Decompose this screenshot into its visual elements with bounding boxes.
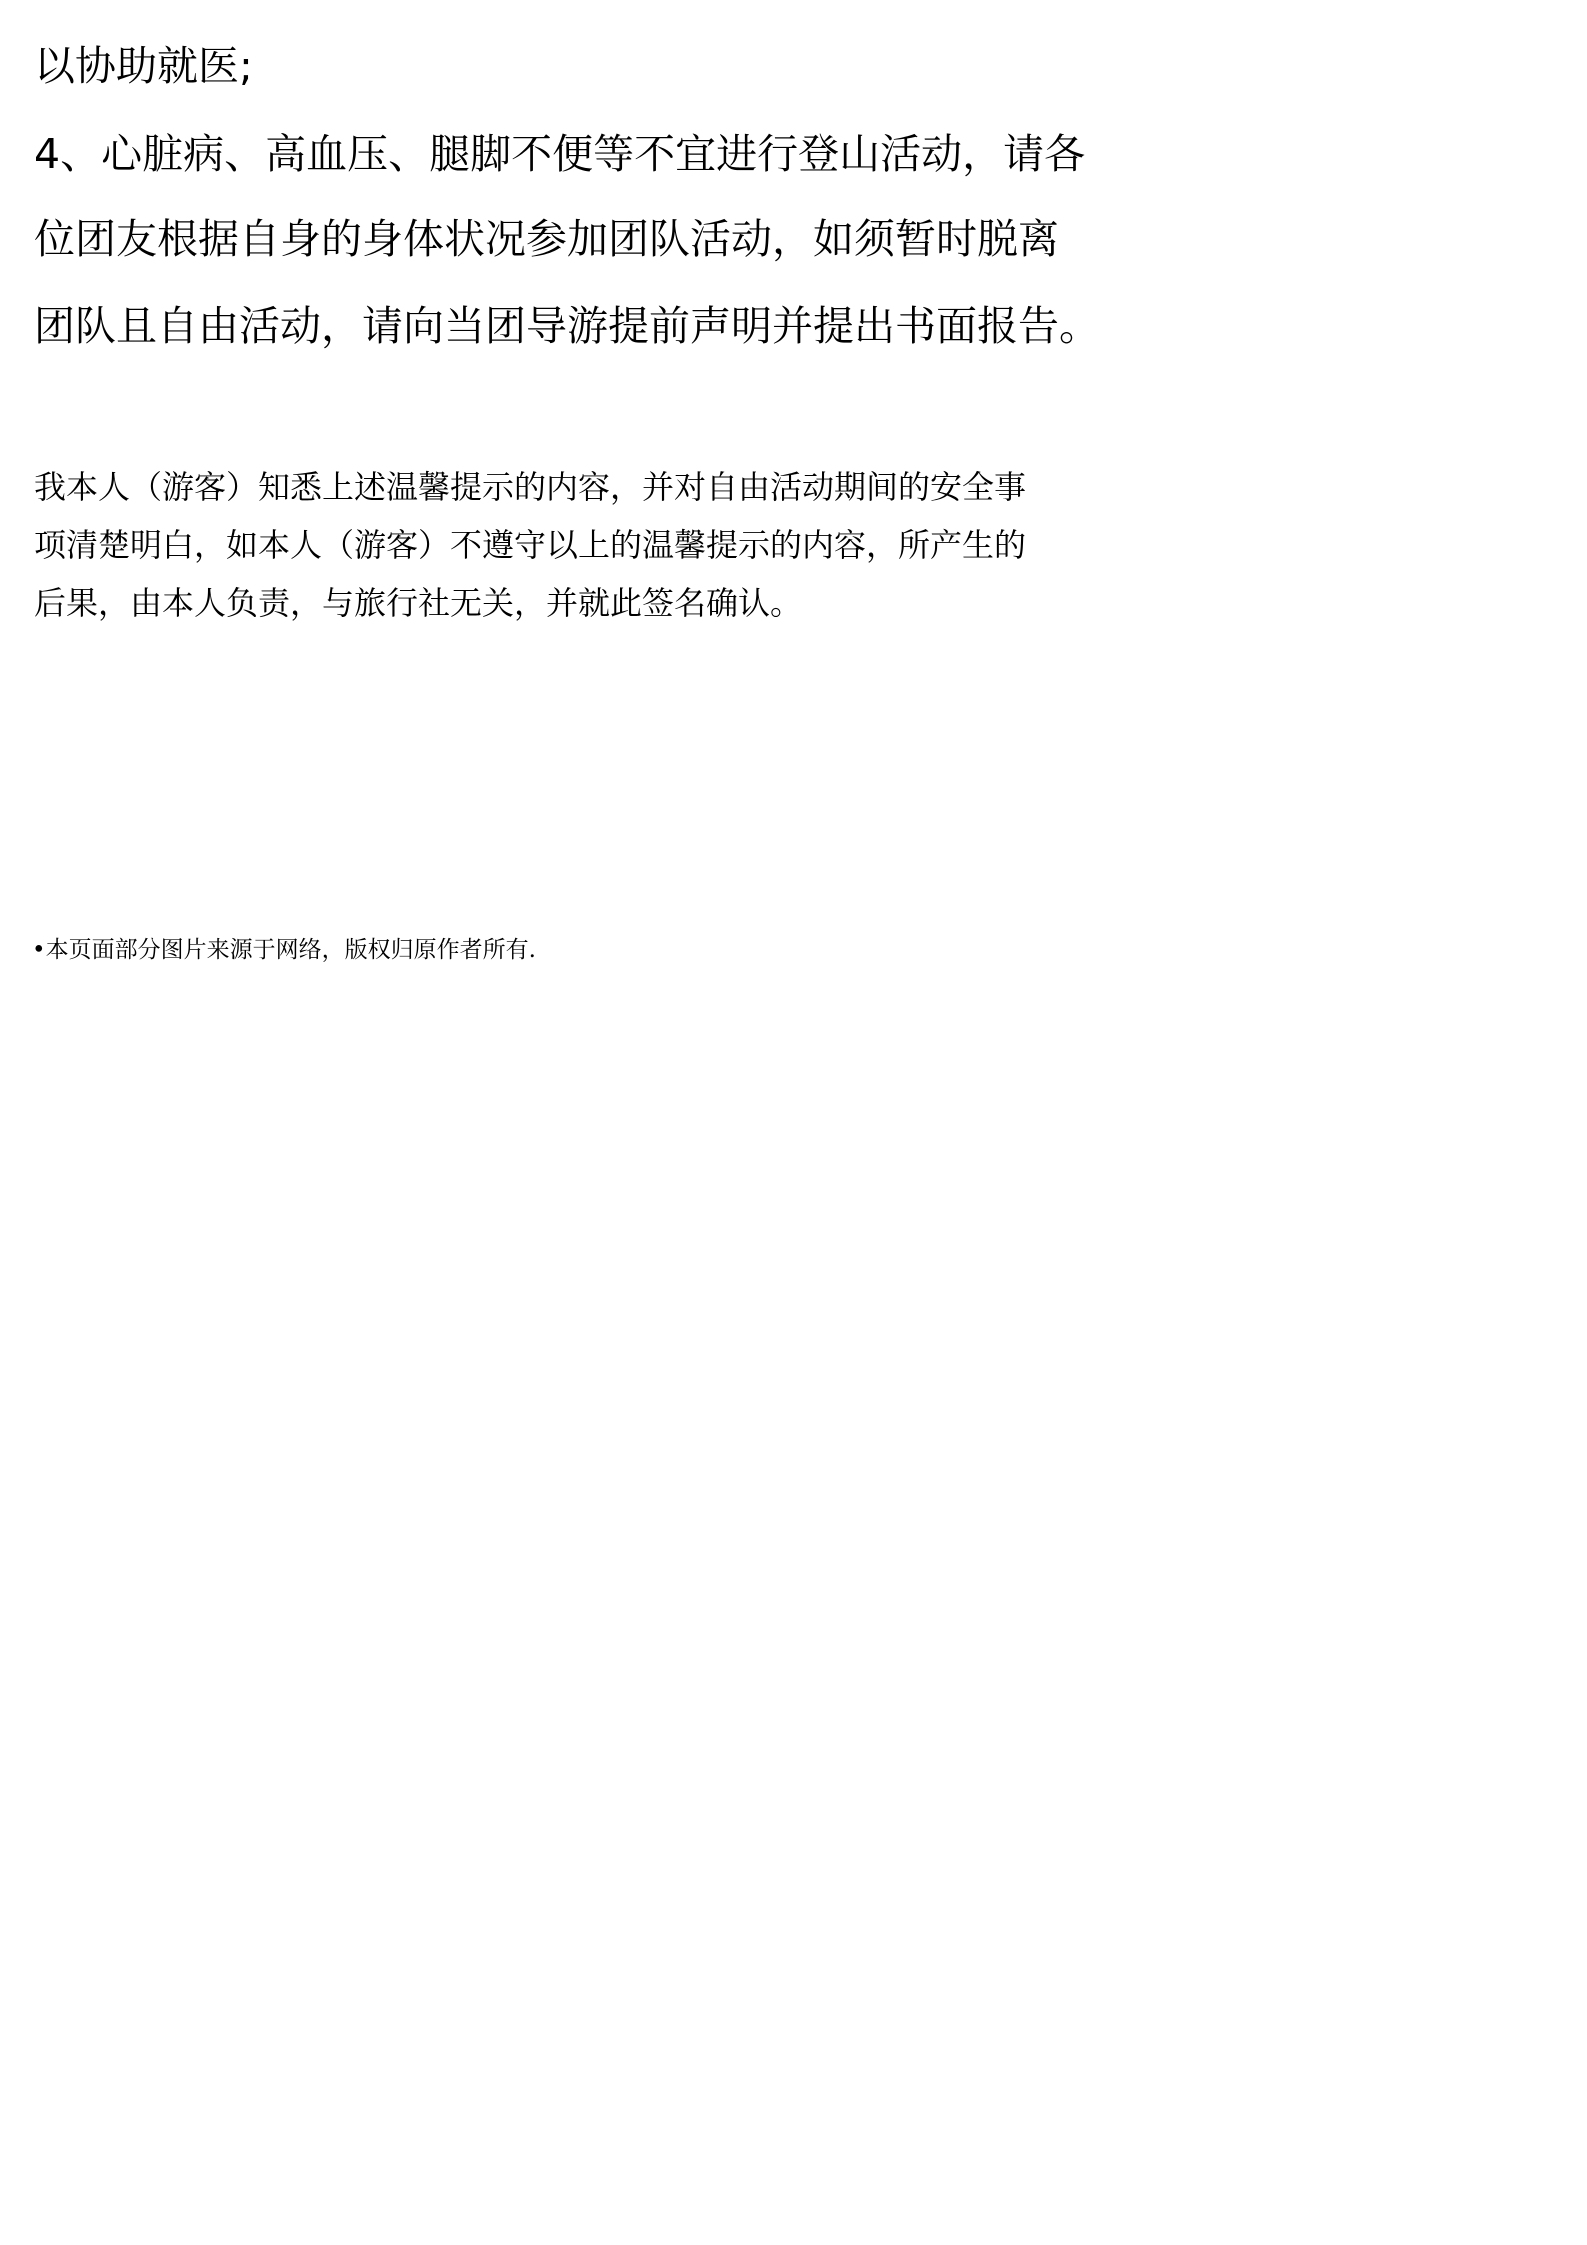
document-page [0, 0, 1103, 1560]
declaration-line-1: 我本人（游客）知悉上述温馨提示的内容，并对自由活动期间的安全事 [34, 468, 1027, 506]
declaration-line-2: 项清楚明白，如本人（游客）不遵守以上的温馨提示的内容，所产生的 [34, 526, 1027, 564]
notice-line-1: 以协助就医; [34, 42, 253, 90]
notice-line-3: 位团友根据自身的身体状况参加团队活动，如须暂时脱离 [34, 215, 1059, 263]
notice-line-4: 团队且自由活动，请向当团导游提前声明并提出书面报告。 [34, 302, 1100, 350]
image-copyright-footnote: •本页面部分图片来源于网络，版权归原作者所有. [32, 937, 536, 963]
notice-line-2: 4、心脏病、高血压、腿脚不便等不宜进行登山活动，请各 [34, 130, 1086, 178]
declaration-line-3: 后果，由本人负责，与旅行社无关，并就此签名确认。 [34, 584, 803, 622]
